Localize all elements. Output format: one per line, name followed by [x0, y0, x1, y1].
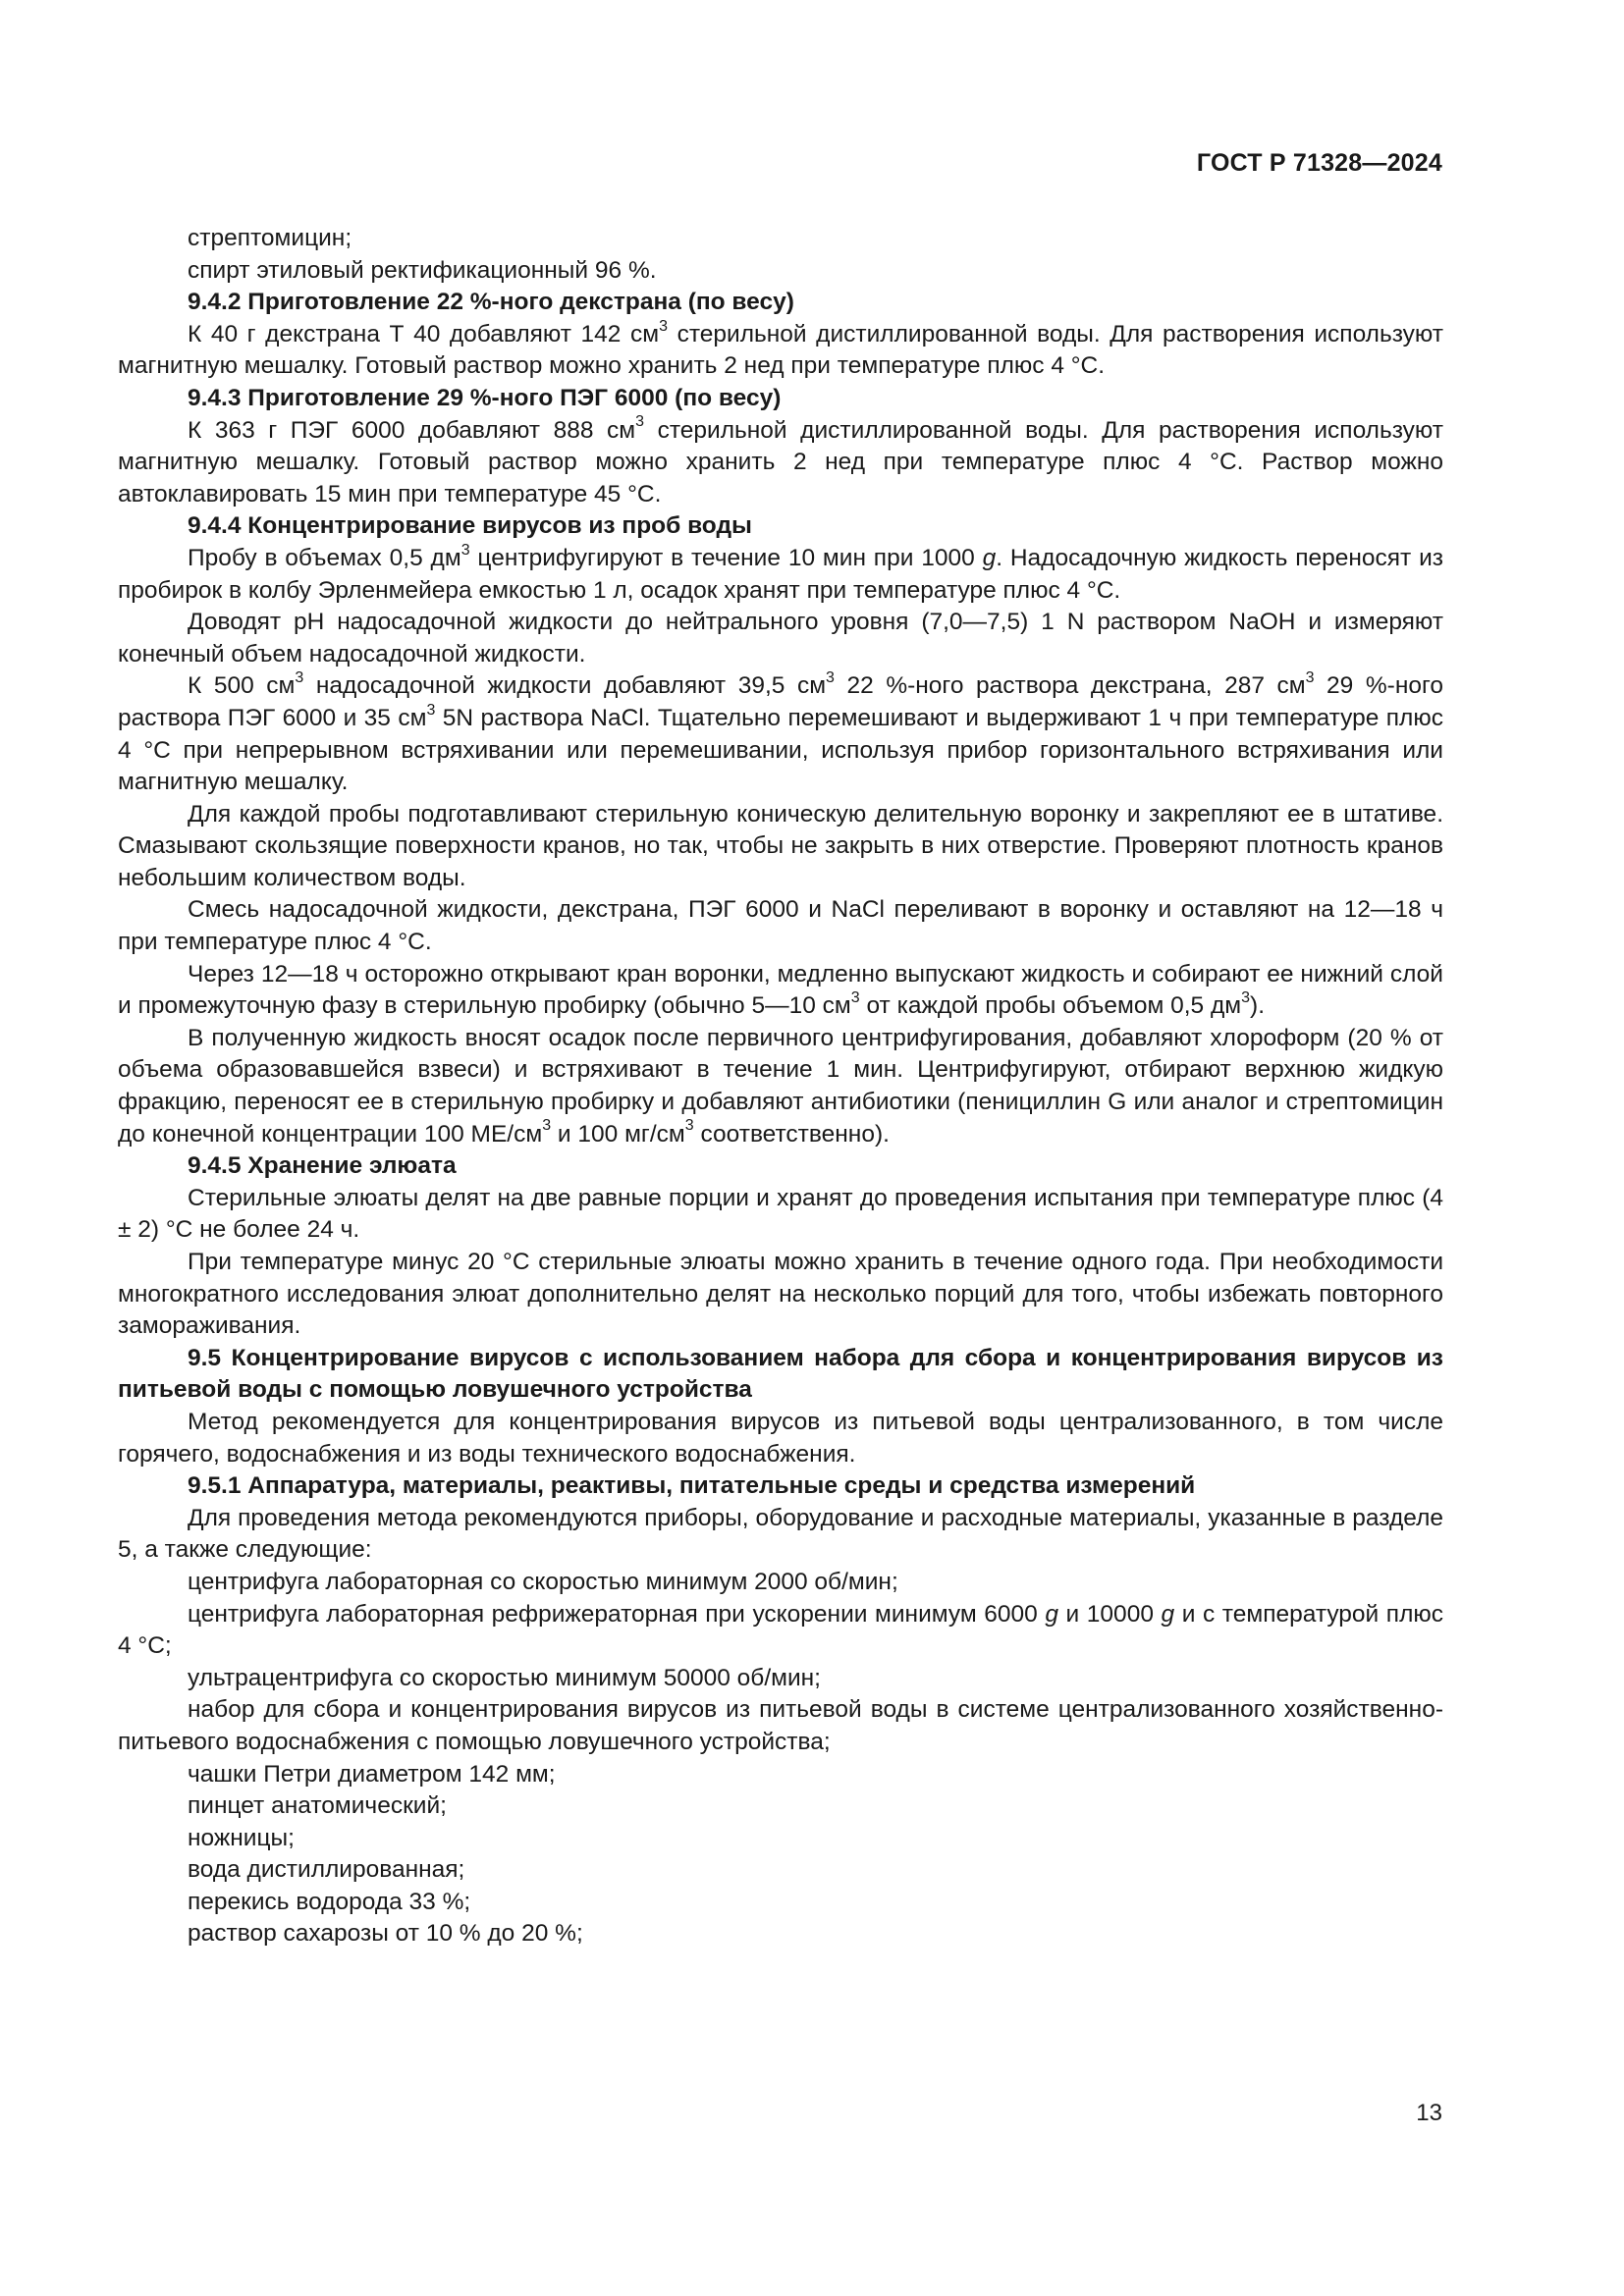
paragraph: При температуре минус 20 °C стерильные элюаты можно хранить в течение одного года. При необходимости многократного исследования элюат дополнительно делят на несколько порций для того, чтобы избежать повторного замораживания. [118, 1249, 1443, 1340]
paragraph: В полученную жидкость вносят осадок после первичного центрифугирования, добавляют хлороформ (20 % от объема образовавшейся взвеси) и встряхивают в течение 1 мин. Центрифугируют, отбирают верхнюю жидкую фракцию, переносят ее в стерильную пробирку и добавляют антибиотики (пенициллин G или аналог и стрептомицин до конечной концентрации 100 $МЕ/см^3$ и 100 $мг/см^3$ соответственно). [118, 1024, 1443, 1148]
section-heading-9-5: 9.5 Концентрирование вирусов с использованием набора для сбора и концентрирования вирусов из питьевой воды с помощью ловушечного устройства [118, 1344, 1443, 1404]
list-item: ножницы; [188, 1824, 295, 1851]
paragraph: К 363 г ПЭГ 6000 добавляют 888 $см^3$ стерильной дистиллированной воды. Для растворения используют магнитную мешалку. Готовый раствор можно хранить 2 нед при температуре плюс 4 °C. Раствор можно автоклавировать 15 мин при температуре 45 °C. [118, 413, 1443, 507]
section-heading-9-4-5: 9.4.5 Хранение элюата [188, 1152, 457, 1180]
paragraph: Метод рекомендуется для концентрирования вирусов из питьевой воды централизованного, в том числе горячего, водоснабжения и из воды технического водоснабжения. [118, 1408, 1443, 1468]
paragraph: К 500 $см^3$ надосадочной жидкости добавляют 39,5 $см^3$ 22 %-ного раствора декстрана, 287 $см^3$ 29 %-ного раствора ПЭГ 6000 и 35 $см^3$ 5N раствора NaCl. Тщательно перемешивают и выдерживают 1 ч при температуре плюс 4 °C при непрерывном встряхивании или перемешивании, используя прибор горизонтального встряхивания или магнитную мешалку. [118, 669, 1443, 796]
paragraph: Для каждой пробы подготавливают стерильную коническую делительную воронку и закрепляют ее в штативе. Смазывают скользящие поверхности кранов, но так, чтобы не закрыть в них отверстие. Проверяют плотность кранов небольшим количеством воды. [118, 800, 1443, 891]
paragraph: стрептомицин; [188, 225, 352, 251]
page-number: 13 [1416, 2100, 1442, 2126]
paragraph: К 40 г декстрана Т 40 добавляют 142 $см^3$ стерильной дистиллированной воды. Для растворения используют магнитную мешалку. Готовый раствор можно хранить 2 нед при температуре плюс 4 °C. [118, 317, 1443, 380]
list-item: ультрацентрифуга со скоростью минимум 50000 об/мин; [188, 1664, 821, 1691]
list-item: раствор сахарозы от 10 % до 20 %; [188, 1920, 583, 1948]
paragraph: Пробу в объемах 0,5 $дм^3$ центрифугируют в течение 10 мин при 1000 g. Надосадочную жидкость переносят из пробирок в колбу Эрленмейера емкостью 1 л, осадок хранят при температуре плюс 4 °C. [118, 541, 1443, 604]
section-heading-9-4-3: 9.4.3 Приготовление 29 %-ного ПЭГ 6000 (по весу) [188, 384, 782, 411]
list-item: чашки Петри диаметром 142 мм; [188, 1760, 556, 1788]
section-heading-9-4-4: 9.4.4 Концентрирование вирусов из проб воды [188, 512, 752, 540]
document-body [118, 223, 1443, 1950]
paragraph: Доводят pH надосадочной жидкости до нейтрального уровня (7,0—7,5) 1 N раствором NaOH и измеряют конечный объем надосадочной жидкости. [118, 609, 1443, 667]
list-item: перекись водорода 33 %; [188, 1888, 471, 1915]
paragraph: спирт этиловый ректификационный 96 %. [188, 256, 657, 284]
list-item: набор для сбора и концентрирования вирусов из питьевой воды в системе централизованного хозяйственно-питьевого водоснабжения с помощью ловушечного устройства; [118, 1696, 1443, 1755]
standard-code-header: ГОСТ Р 71328—2024 [1196, 149, 1442, 177]
paragraph: Через 12—18 ч осторожно открывают кран воронки, медленно выпускают жидкость и собирают ее нижний слой и промежуточную фазу в стерильную пробирку (обычно 5—10 $см^3$ от каждой пробы объемом 0,5 $дм^3$). [118, 960, 1443, 1020]
list-item: центрифуга лабораторная со скоростью минимум 2000 об/мин; [188, 1568, 898, 1595]
list-item: вода дистиллированная; [188, 1856, 465, 1884]
section-heading-9-5-1: 9.5.1 Аппаратура, материалы, реактивы, питательные среды и средства измерений [188, 1472, 1196, 1500]
section-heading-9-4-2: 9.4.2 Приготовление 22 %-ного декстрана (по весу) [188, 289, 794, 316]
paragraph: Для проведения метода рекомендуются приборы, оборудование и расходные материалы, указанные в разделе 5, а также следующие: [118, 1504, 1443, 1564]
paragraph: Стерильные элюаты делят на две равные порции и хранят до проведения испытания при температуре плюс (4 ± 2) °C не более 24 ч. [118, 1184, 1443, 1244]
list-item: пинцет анатомический; [188, 1792, 447, 1820]
list-item: центрифуга лабораторная рефрижераторная при ускорении минимум 6000 g и 10000 g и с температурой плюс 4 °C; [118, 1600, 1443, 1660]
paragraph: Смесь надосадочной жидкости, декстрана, ПЭГ 6000 и NaCl переливают в воронку и оставляют на 12—18 ч при температуре плюс 4 °C. [118, 896, 1443, 956]
